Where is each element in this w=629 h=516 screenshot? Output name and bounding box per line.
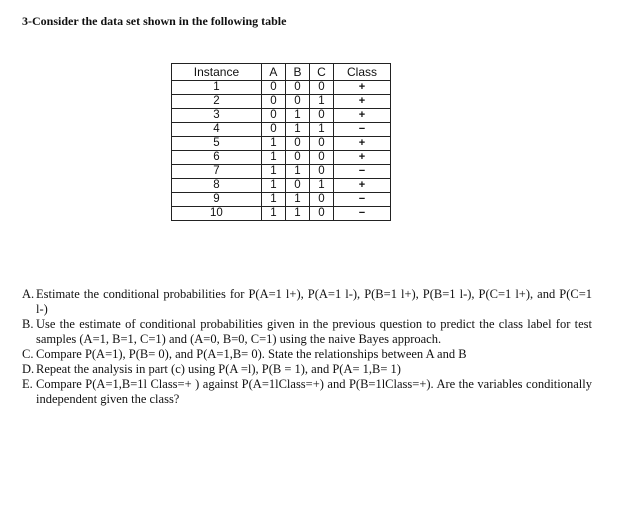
cell-b: 1 — [285, 193, 309, 207]
table-row — [172, 207, 391, 221]
data-table — [171, 63, 391, 221]
cell-c: 0 — [309, 165, 333, 179]
question-list — [22, 287, 592, 407]
cell-class: + — [334, 95, 391, 109]
cell-class: − — [334, 193, 391, 207]
question-item — [22, 362, 592, 377]
table-header-row — [172, 64, 391, 81]
cell-b: 0 — [285, 95, 309, 109]
cell-b: 1 — [285, 165, 309, 179]
question-letter: A. — [22, 287, 35, 301]
cell-instance: 10 — [172, 207, 262, 221]
cell-instance: 2 — [172, 95, 262, 109]
table-row — [172, 151, 391, 165]
question-item — [22, 377, 592, 407]
question-letter: D. — [22, 362, 35, 376]
cell-class: − — [334, 123, 391, 137]
question-text: Repeat the analysis in part (c) using P(A =l), P(B = 1), and P(A= 1,B= 1) — [36, 362, 401, 376]
cell-c: 1 — [309, 179, 333, 193]
question-letter: B. — [22, 317, 34, 331]
cell-a: 1 — [261, 137, 285, 151]
cell-c: 0 — [309, 137, 333, 151]
header-b: B — [285, 64, 309, 81]
cell-c: 0 — [309, 151, 333, 165]
cell-c: 1 — [309, 95, 333, 109]
cell-a: 1 — [261, 193, 285, 207]
header-class: Class — [334, 64, 391, 81]
cell-c: 0 — [309, 109, 333, 123]
cell-instance: 3 — [172, 109, 262, 123]
cell-class: − — [334, 207, 391, 221]
cell-b: 0 — [285, 81, 309, 95]
table-row — [172, 179, 391, 193]
cell-c: 0 — [309, 207, 333, 221]
cell-class: + — [334, 151, 391, 165]
cell-b: 1 — [285, 207, 309, 221]
cell-class: + — [334, 137, 391, 151]
cell-a: 1 — [261, 165, 285, 179]
cell-class: + — [334, 109, 391, 123]
cell-instance: 5 — [172, 137, 262, 151]
cell-b: 0 — [285, 179, 309, 193]
table-row — [172, 109, 391, 123]
cell-b: 0 — [285, 137, 309, 151]
cell-a: 1 — [261, 151, 285, 165]
cell-a: 1 — [261, 207, 285, 221]
cell-instance: 4 — [172, 123, 262, 137]
question-text: Compare P(A=1), P(B= 0), and P(A=1,B= 0). State the relationships between A and B — [36, 347, 467, 361]
cell-instance: 8 — [172, 179, 262, 193]
cell-a: 0 — [261, 123, 285, 137]
cell-a: 0 — [261, 95, 285, 109]
cell-b: 1 — [285, 123, 309, 137]
problem-title: 3-Consider the data set shown in the following table — [22, 14, 287, 28]
cell-c: 1 — [309, 123, 333, 137]
cell-a: 0 — [261, 109, 285, 123]
question-item — [22, 287, 592, 317]
cell-instance: 1 — [172, 81, 262, 95]
cell-b: 0 — [285, 151, 309, 165]
question-text: Use the estimate of conditional probabilities given in the previous question to predict the class label for test samples (A=1, B=1, C=1) and (A=0, B=0, C=1) using the naive Bayes approach. — [36, 317, 592, 346]
question-text: Compare P(A=1,B=1l Class=+ ) against P(A=1lClass=+) and P(B=1lClass=+). Are the variables conditionally independent given the class? — [36, 377, 592, 406]
table-row — [172, 123, 391, 137]
question-item — [22, 317, 592, 347]
cell-instance: 7 — [172, 165, 262, 179]
table-row — [172, 165, 391, 179]
cell-b: 1 — [285, 109, 309, 123]
cell-instance: 9 — [172, 193, 262, 207]
table-row — [172, 95, 391, 109]
header-instance: Instance — [172, 64, 262, 81]
cell-c: 0 — [309, 81, 333, 95]
header-c: C — [309, 64, 333, 81]
table-row — [172, 137, 391, 151]
cell-a: 1 — [261, 179, 285, 193]
question-text: Estimate the conditional probabilities for P(A=1 l+), P(A=1 l-), P(B=1 l+), P(B=1 l-), P(C=1 l+), and P(C=1 l-) — [36, 287, 592, 316]
cell-a: 0 — [261, 81, 285, 95]
cell-class: − — [334, 165, 391, 179]
cell-c: 0 — [309, 193, 333, 207]
table-body — [172, 81, 391, 221]
table-row — [172, 193, 391, 207]
question-letter: C. — [22, 347, 34, 361]
question-item — [22, 347, 592, 362]
table-row — [172, 81, 391, 95]
cell-class: + — [334, 81, 391, 95]
header-a: A — [261, 64, 285, 81]
cell-class: + — [334, 179, 391, 193]
cell-instance: 6 — [172, 151, 262, 165]
question-letter: E. — [22, 377, 33, 391]
